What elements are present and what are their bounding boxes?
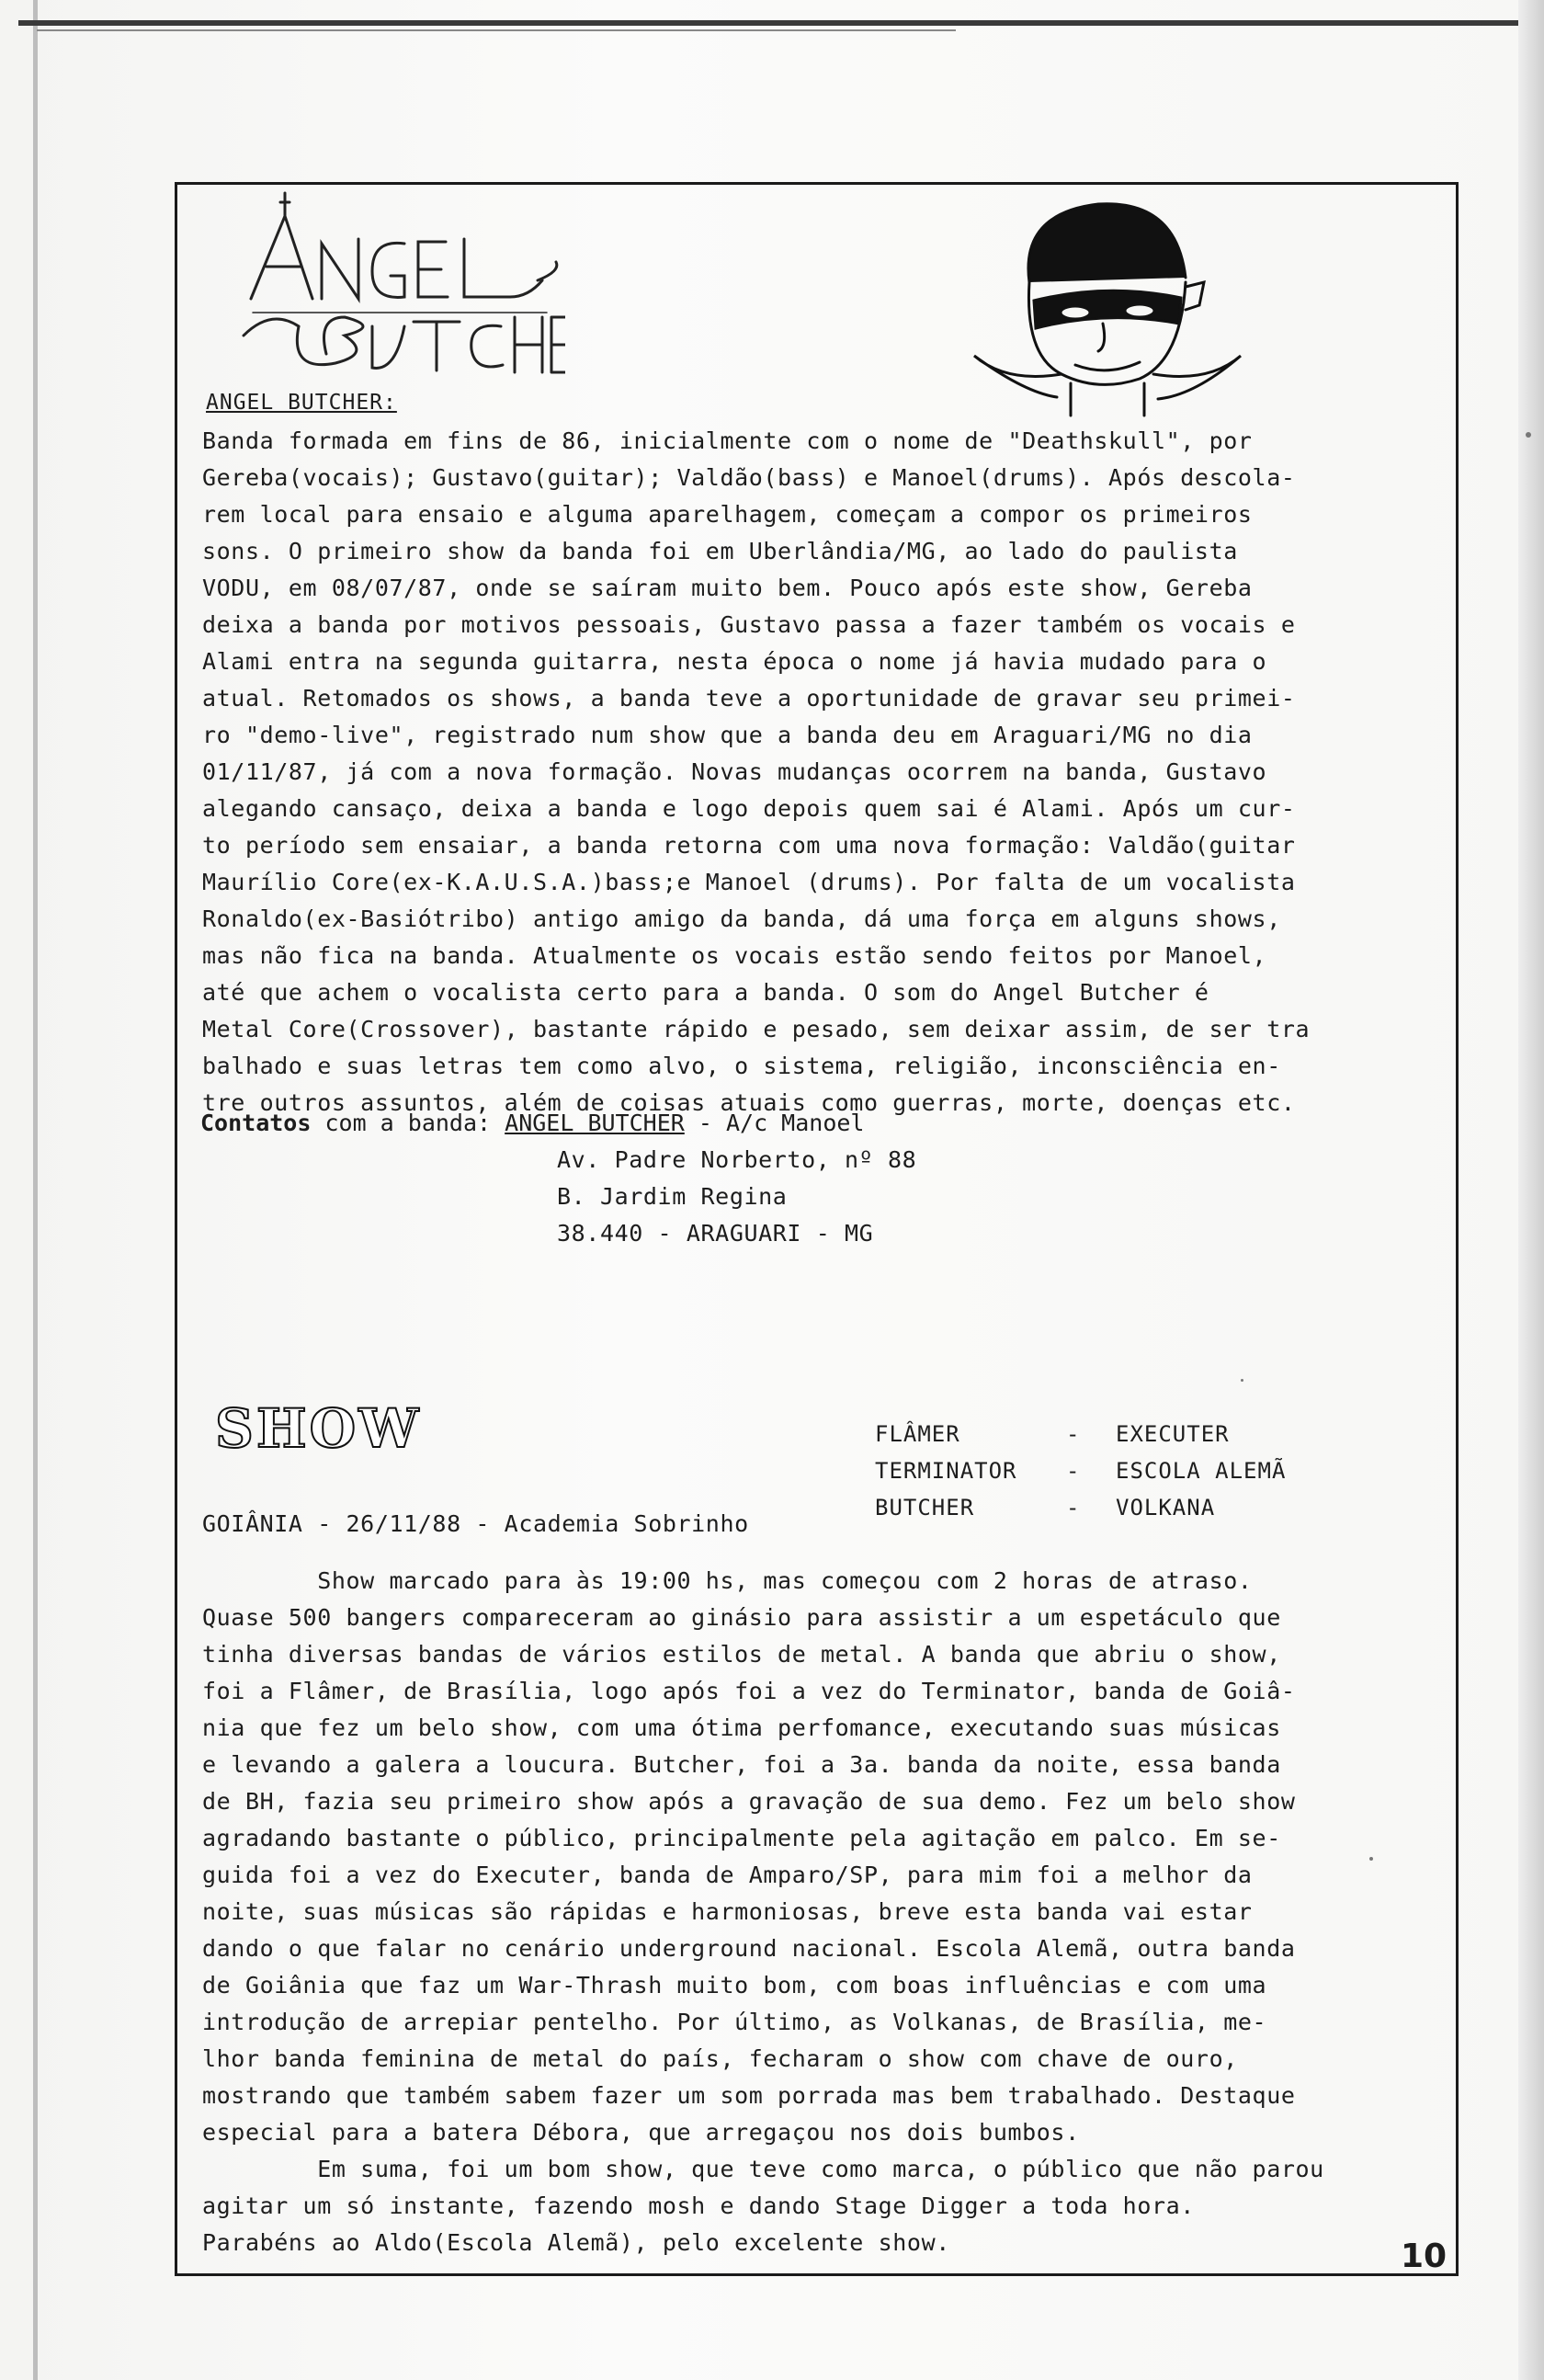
lineup-left-1: TERMINATOR: [875, 1458, 1017, 1484]
show-text-line: guida foi a vez do Executer, banda de Amparo/SP, para mim foi a melhor da: [202, 1862, 1253, 1888]
lineup-right-2: VOLKANA: [1116, 1495, 1216, 1520]
band-text-line: tre outros assuntos, além de coisas atuais como guerras, morte, doenças etc.: [202, 1089, 1296, 1116]
paper-speck: [1241, 1379, 1243, 1382]
lineup-sep-1: -: [1066, 1458, 1081, 1484]
address-city: 38.440 - ARAGUARI - MG: [557, 1220, 874, 1247]
show-text-line: nia que fez um belo show, com uma ótima perfomance, executando suas músicas: [202, 1714, 1281, 1741]
show-text-line: foi a Flâmer, de Brasília, logo após foi a vez do Terminator, banda de Goiâ-: [202, 1678, 1296, 1704]
band-text-line: balhado e suas letras tem como alvo, o sistema, religião, inconsciência en-: [202, 1053, 1281, 1079]
lineup-right-0: EXECUTER: [1116, 1421, 1230, 1447]
contacts-text: com a banda:: [311, 1110, 505, 1136]
address-street: Av. Padre Norberto, nº 88: [557, 1146, 917, 1173]
band-text-line: 01/11/87, já com a nova formação. Novas mudanças ocorrem na banda, Gustavo: [202, 758, 1267, 785]
show-text-line: lhor banda feminina de metal do país, fecharam o show com chave de ouro,: [202, 2045, 1238, 2072]
top-border-thin: [37, 29, 956, 31]
show-text-line: introdução de arrepiar pentelho. Por último, as Volkanas, de Brasília, me-: [202, 2009, 1267, 2035]
band-text-line: Ronaldo(ex-Basiótribo) antigo amigo da banda, dá uma força em alguns shows,: [202, 905, 1281, 932]
band-text-line: Gereba(vocais); Gustavo(guitar); Valdão(bass) e Manoel(drums). Após descola-: [202, 464, 1296, 491]
lineup-sep-2: -: [1066, 1495, 1081, 1520]
event-location-date: GOIÂNIA - 26/11/88 - Academia Sobrinho: [202, 1510, 749, 1537]
show-text-line: Show marcado para às 19:00 hs, mas começou com 2 horas de atraso.: [202, 1567, 1253, 1594]
page-number: 10: [1401, 2238, 1448, 2275]
band-text-line: até que achem o vocalista certo para a banda. O som do Angel Butcher é: [202, 979, 1209, 1006]
show-text-line: dando o que falar no cenário underground nacional. Escola Alemã, outra banda: [202, 1935, 1296, 1962]
show-title: SHOW: [215, 1397, 422, 1460]
band-text-line: rem local para ensaio e alguma aparelhagem, começam a compor os primeiros: [202, 501, 1253, 528]
masked-mascot-illustration: [970, 195, 1245, 420]
lineup-right-1: ESCOLA ALEMÃ: [1116, 1458, 1287, 1484]
band-heading: ANGEL BUTCHER:: [206, 391, 397, 415]
lineup-sep-0: -: [1066, 1421, 1081, 1447]
band-text-line: Banda formada em fins de 86, inicialmente com o nome de "Deathskull", por: [202, 427, 1253, 454]
paper-speck: [1526, 432, 1531, 438]
show-text-line: Parabéns ao Aldo(Escola Alemã), pelo excelente show.: [202, 2229, 950, 2256]
band-text-line: atual. Retomados os shows, a banda teve a oportunidade de gravar seu primei-: [202, 685, 1296, 712]
show-text-line: Em suma, foi um bom show, que teve como marca, o público que não parou: [202, 2156, 1324, 2182]
show-text-line: e levando a galera a loucura. Butcher, foi a 3a. banda da noite, essa banda: [202, 1751, 1281, 1778]
band-text-line: alegando cansaço, deixa a banda e logo depois quem sai é Alami. Após um cur-: [202, 795, 1296, 822]
show-review: [202, 1563, 1461, 2261]
page-edge-shadow: [1518, 0, 1544, 2380]
lineup-left-0: FLÂMER: [875, 1421, 960, 1447]
contacts-line: [200, 1105, 864, 1142]
contacts-label: Contatos: [200, 1110, 312, 1136]
show-text-line: tinha diversas bandas de vários estilos de metal. A banda que abriu o show,: [202, 1641, 1281, 1668]
band-text-line: ro "demo-live", registrado num show que a banda deu em Araguari/MG no dia: [202, 722, 1253, 748]
show-text-line: noite, suas músicas são rápidas e harmoniosas, breve esta banda vai estar: [202, 1898, 1253, 1925]
show-text-line: Quase 500 bangers compareceram ao ginásio para assistir a um espetáculo que: [202, 1604, 1281, 1631]
show-text-line: agradando bastante o público, principalmente pela agitação em palco. Em se-: [202, 1825, 1281, 1851]
lineup-left-2: BUTCHER: [875, 1495, 975, 1520]
contact-band-name: ANGEL BUTCHER: [505, 1110, 685, 1136]
band-text-line: VODU, em 08/07/87, onde se saíram muito bem. Pouco após este show, Gereba: [202, 575, 1253, 601]
contact-person: - A/c Manoel: [684, 1110, 865, 1136]
binding-edge: [33, 0, 38, 2380]
show-text-line: mostrando que também sabem fazer um som porrada mas bem trabalhado. Destaque: [202, 2082, 1296, 2109]
show-text-line: de Goiânia que faz um War-Thrash muito bom, com boas influências e com uma: [202, 1972, 1267, 1999]
show-text-line: agitar um só instante, fazendo mosh e dando Stage Digger a toda hora.: [202, 2192, 1195, 2219]
angel-butcher-logo: [234, 188, 565, 381]
band-text-line: Maurílio Core(ex-K.A.U.S.A.)bass;e Manoel (drums). Por falta de um vocalista: [202, 869, 1296, 895]
band-text-line: deixa a banda por motivos pessoais, Gustavo passa a fazer também os vocais e: [202, 611, 1296, 638]
band-text-line: Alami entra na segunda guitarra, nesta época o nome já havia mudado para o: [202, 648, 1267, 675]
band-biography: [202, 423, 1461, 1122]
band-text-line: mas não fica na banda. Atualmente os vocais estão sendo feitos por Manoel,: [202, 942, 1267, 969]
band-text-line: to período sem ensaiar, a banda retorna com uma nova formação: Valdão(guitar: [202, 832, 1296, 859]
top-border: [18, 20, 1544, 26]
band-text-line: sons. O primeiro show da banda foi em Uberlândia/MG, ao lado do paulista: [202, 538, 1238, 564]
address-district: B. Jardim Regina: [557, 1183, 788, 1210]
paper-speck: [1369, 1857, 1373, 1861]
band-text-line: Metal Core(Crossover), bastante rápido e pesado, sem deixar assim, de ser tra: [202, 1016, 1311, 1042]
show-text-line: de BH, fazia seu primeiro show após a gravação de sua demo. Fez um belo show: [202, 1788, 1296, 1815]
show-text-line: especial para a batera Débora, que arregaçou nos dois bumbos.: [202, 2119, 1080, 2146]
